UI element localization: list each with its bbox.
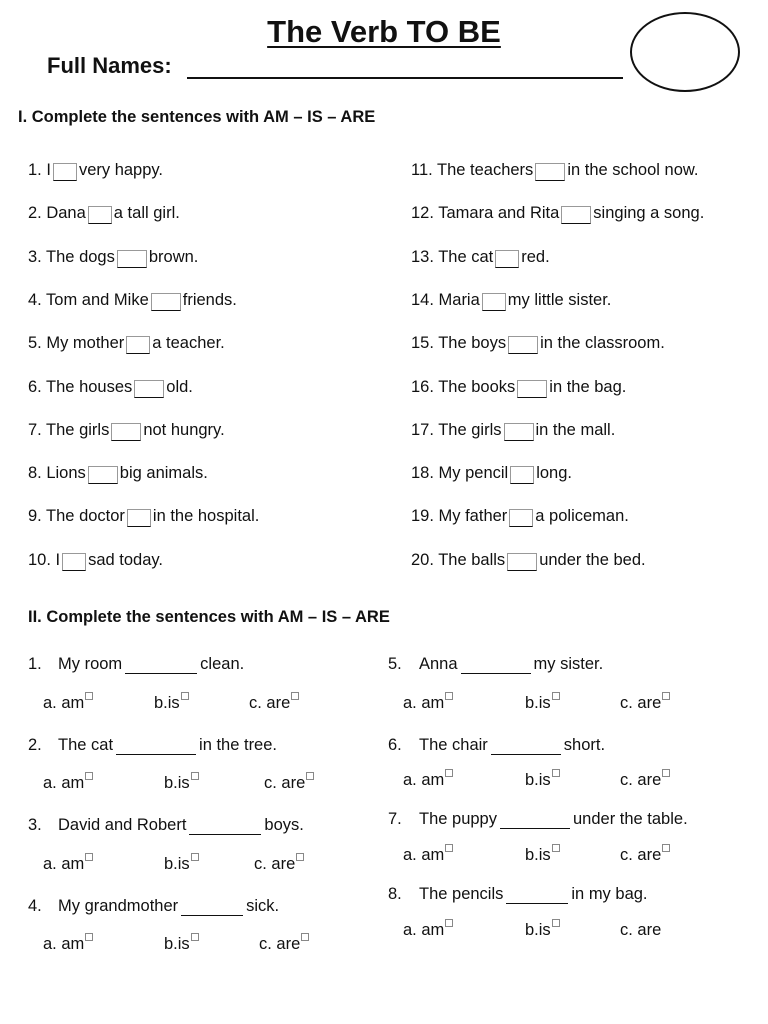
answer-blank[interactable]	[482, 293, 506, 311]
option-c[interactable]	[249, 694, 299, 713]
option-b[interactable]	[164, 774, 199, 793]
answer-blank[interactable]	[507, 553, 537, 571]
question-sentence	[419, 731, 605, 755]
sentence-item	[411, 459, 572, 483]
answer-blank[interactable]	[117, 250, 147, 268]
option-label: b.is	[525, 921, 551, 939]
answer-line[interactable]	[461, 657, 531, 674]
sentence-end: big animals.	[119, 464, 208, 483]
sentence-start: 17. The girls	[411, 420, 502, 439]
sentence-item	[411, 546, 646, 570]
sentence-item	[411, 199, 704, 223]
sentence-item	[28, 199, 180, 223]
sentence-start: 4. Tom and Mike	[28, 290, 149, 309]
checkbox-icon[interactable]	[181, 692, 189, 700]
checkbox-icon[interactable]	[85, 772, 93, 780]
answer-blank[interactable]	[510, 466, 534, 484]
sentence-end: boys.	[264, 816, 304, 834]
option-label: a. am	[403, 694, 445, 712]
option-c[interactable]	[620, 694, 670, 713]
answer-blank[interactable]	[517, 380, 547, 398]
option-label: a. am	[403, 921, 445, 939]
sentence-item	[411, 373, 626, 397]
question-number: 1.	[28, 655, 42, 673]
sentence-start: My grandmother	[58, 897, 179, 915]
answer-line[interactable]	[116, 738, 196, 755]
checkbox-icon[interactable]	[85, 933, 93, 941]
question-sentence	[419, 650, 603, 674]
sentence-end: under the table.	[572, 810, 688, 828]
sentence-start: The pencils	[419, 885, 504, 903]
sentence-start: 20. The balls	[411, 550, 506, 569]
checkbox-icon[interactable]	[552, 844, 560, 852]
worksheet-title-text: The Verb TO BE	[267, 14, 501, 49]
option-b[interactable]	[525, 771, 560, 790]
sentence-item	[411, 416, 615, 440]
answer-blank[interactable]	[88, 206, 112, 224]
answer-blank[interactable]	[504, 423, 534, 441]
sentence-start: 15. The boys	[411, 334, 507, 353]
answer-line[interactable]	[125, 657, 197, 674]
sentence-item	[411, 502, 629, 526]
sentence-item	[28, 546, 163, 570]
option-label: c. are	[620, 694, 662, 712]
answer-blank[interactable]	[134, 380, 164, 398]
sentence-item	[28, 416, 225, 440]
option-label: a. am	[43, 774, 85, 792]
sentence-item	[28, 243, 198, 267]
option-c[interactable]	[264, 774, 314, 793]
option-label: c. are	[254, 855, 296, 873]
option-label: c. are	[259, 935, 301, 953]
option-label: b.is	[164, 855, 190, 873]
answer-blank[interactable]	[535, 163, 565, 181]
answer-line[interactable]	[500, 812, 570, 829]
answer-blank[interactable]	[508, 336, 538, 354]
option-label: a. am	[403, 846, 445, 864]
sentence-start: 7. The girls	[28, 420, 110, 439]
option-label: c. are	[264, 774, 306, 792]
checkbox-icon[interactable]	[552, 919, 560, 927]
checkbox-icon[interactable]	[191, 772, 199, 780]
full-names-label: Full Names:	[47, 53, 172, 78]
sentence-start: David and Robert	[58, 816, 187, 834]
sentence-start: The puppy	[419, 810, 497, 828]
answer-line[interactable]	[506, 887, 568, 904]
option-b[interactable]	[164, 855, 199, 874]
checkbox-icon[interactable]	[445, 692, 453, 700]
sentence-start: 11. The teachers	[411, 161, 534, 179]
option-a[interactable]	[403, 921, 453, 940]
option-label: c. are	[620, 921, 662, 939]
checkbox-icon[interactable]	[85, 853, 93, 861]
question-sentence	[58, 811, 304, 835]
question-number: 8.	[388, 885, 402, 903]
answer-blank[interactable]	[111, 423, 141, 441]
checkbox-icon[interactable]	[191, 853, 199, 861]
sentence-start: 18. My pencil	[411, 464, 509, 483]
option-b[interactable]	[525, 694, 560, 713]
option-c[interactable]	[620, 846, 670, 865]
option-label: a. am	[43, 855, 85, 873]
sentence-end: sick.	[246, 897, 280, 915]
checkbox-icon[interactable]	[552, 692, 560, 700]
sentence-end: my sister.	[533, 655, 604, 673]
sentence-start: The cat	[58, 736, 114, 754]
option-label: a. am	[43, 694, 85, 712]
sentence-end: under the bed.	[539, 550, 646, 569]
section1-title: I. Complete the sentences with AM – IS – ARE	[18, 108, 376, 126]
option-label: a. am	[403, 771, 445, 789]
checkbox-icon[interactable]	[552, 769, 560, 777]
option-a[interactable]	[403, 846, 453, 865]
sentence-start: My room	[58, 655, 123, 673]
sentence-start: 2. Dana	[28, 204, 86, 223]
question-sentence	[58, 650, 244, 674]
sentence-end: clean.	[200, 655, 245, 673]
sentence-end: in the bag.	[549, 377, 627, 396]
sentence-end: not hungry.	[143, 420, 225, 439]
sentence-end: a policeman.	[535, 507, 629, 526]
sentence-start: Anna	[419, 655, 458, 673]
sentence-item	[411, 243, 550, 267]
checkbox-icon[interactable]	[662, 844, 670, 852]
option-c[interactable]	[259, 935, 309, 954]
question-sentence	[419, 880, 648, 904]
checkbox-icon[interactable]	[191, 933, 199, 941]
option-b[interactable]	[164, 935, 199, 954]
sentence-end: friends.	[182, 290, 237, 309]
sentence-start: 13. The cat	[411, 247, 494, 266]
sentence-end: in the school now.	[567, 161, 699, 179]
checkbox-icon[interactable]	[85, 692, 93, 700]
sentence-start: 9. The doctor	[28, 507, 125, 526]
option-label: b.is	[154, 694, 180, 712]
question-number: 5.	[388, 655, 402, 673]
question-number: 6.	[388, 736, 402, 754]
question-sentence	[58, 731, 277, 755]
sentence-end: a tall girl.	[113, 204, 180, 223]
sentence-item	[28, 286, 237, 310]
option-label: b.is	[525, 846, 551, 864]
option-label: b.is	[164, 935, 190, 953]
sentence-item	[28, 502, 259, 526]
sentence-start: 10. I	[28, 550, 61, 569]
sentence-end: in the mall.	[535, 420, 616, 439]
checkbox-icon[interactable]	[445, 769, 453, 777]
grade-oval	[630, 12, 740, 92]
option-a[interactable]	[43, 855, 93, 874]
question-number: 4.	[28, 897, 42, 915]
option-label: c. are	[620, 771, 662, 789]
option-label: c. are	[249, 694, 291, 712]
answer-blank[interactable]	[62, 553, 86, 571]
answer-blank[interactable]	[88, 466, 118, 484]
sentence-start: 1. I	[28, 161, 51, 179]
option-b[interactable]	[154, 694, 189, 713]
option-label: c. are	[620, 846, 662, 864]
checkbox-icon[interactable]	[445, 919, 453, 927]
sentence-item	[411, 156, 698, 180]
answer-blank[interactable]	[126, 336, 150, 354]
option-a[interactable]	[403, 771, 453, 790]
sentence-end: in the tree.	[199, 736, 277, 754]
sentence-end: old.	[166, 377, 193, 396]
sentence-item	[28, 329, 225, 353]
option-b[interactable]	[525, 846, 560, 865]
sentence-end: short.	[563, 736, 606, 754]
answer-blank[interactable]	[561, 206, 591, 224]
sentence-end: in the hospital.	[152, 507, 260, 526]
option-label: b.is	[525, 771, 551, 789]
sentence-item	[411, 286, 611, 310]
option-a[interactable]	[403, 694, 453, 713]
checkbox-icon[interactable]	[291, 692, 299, 700]
sentence-end: very happy.	[78, 161, 164, 179]
sentence-end: a teacher.	[152, 334, 225, 353]
sentence-start: 8. Lions	[28, 464, 86, 483]
option-label: a. am	[43, 935, 85, 953]
sentence-item	[411, 329, 665, 353]
sentence-start: 12. Tamara and Rita	[411, 204, 560, 223]
checkbox-icon[interactable]	[296, 853, 304, 861]
answer-blank[interactable]	[495, 250, 519, 268]
sentence-start: 6. The houses	[28, 377, 133, 396]
option-b[interactable]	[525, 921, 560, 940]
sentence-end: sad today.	[88, 550, 164, 569]
option-c[interactable]	[254, 855, 304, 874]
sentence-end: red.	[521, 247, 550, 266]
sentence-start: 3. The dogs	[28, 247, 115, 266]
checkbox-icon[interactable]	[445, 844, 453, 852]
sentence-start: 16. The books	[411, 377, 516, 396]
question-number: 3.	[28, 816, 42, 834]
sentence-end: brown.	[148, 247, 199, 266]
question-sentence	[58, 892, 279, 916]
sentence-item	[28, 156, 163, 180]
sentence-start: 5. My mother	[28, 334, 125, 353]
option-a[interactable]	[43, 774, 93, 793]
option-a[interactable]	[43, 935, 93, 954]
question-sentence	[419, 805, 688, 829]
option-c[interactable]	[620, 921, 661, 940]
sentence-item	[28, 459, 208, 483]
sentence-start: 14. Maria	[411, 290, 480, 309]
option-label: b.is	[525, 694, 551, 712]
option-label: b.is	[164, 774, 190, 792]
option-a[interactable]	[43, 694, 93, 713]
checkbox-icon[interactable]	[306, 772, 314, 780]
sentence-end: in my bag.	[571, 885, 648, 903]
checkbox-icon[interactable]	[301, 933, 309, 941]
answer-blank[interactable]	[127, 509, 151, 527]
option-c[interactable]	[620, 771, 670, 790]
sentence-start: 19. My father	[411, 507, 508, 526]
section2-title: II. Complete the sentences with AM – IS – ARE	[28, 608, 390, 626]
question-number: 7.	[388, 810, 402, 828]
answer-line[interactable]	[181, 899, 243, 916]
answer-line[interactable]	[491, 738, 561, 755]
full-names-field[interactable]	[187, 77, 623, 79]
checkbox-icon[interactable]	[662, 692, 670, 700]
answer-blank[interactable]	[151, 293, 181, 311]
answer-blank[interactable]	[53, 163, 77, 181]
answer-blank[interactable]	[509, 509, 533, 527]
sentence-start: The chair	[419, 736, 488, 754]
sentence-end: singing a song.	[593, 204, 705, 223]
sentence-item	[28, 373, 193, 397]
sentence-end: in the classroom.	[540, 334, 665, 353]
question-number: 2.	[28, 736, 42, 754]
sentence-end: long.	[536, 464, 572, 483]
checkbox-icon[interactable]	[662, 769, 670, 777]
answer-line[interactable]	[189, 818, 261, 835]
sentence-end: my little sister.	[507, 290, 612, 309]
